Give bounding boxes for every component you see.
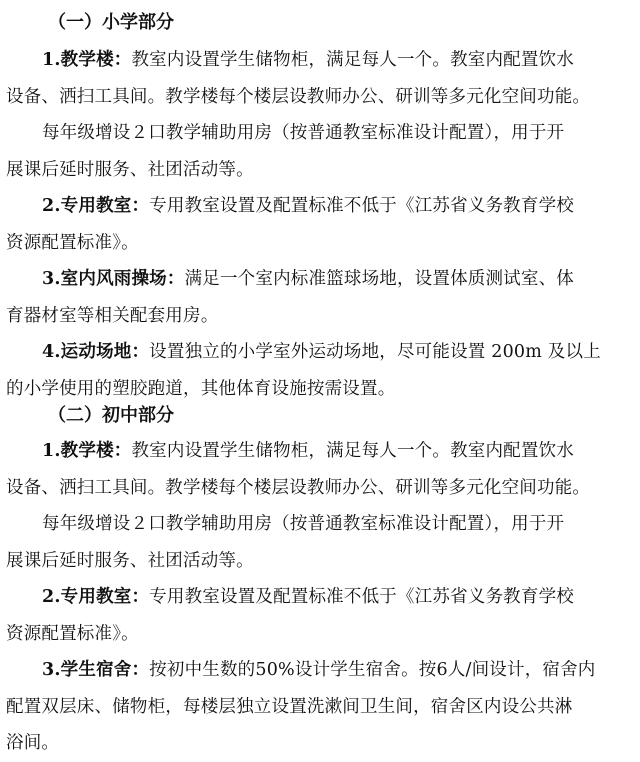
item-text: 设置独立的小学室外运动场地，尽可能设置 200m 及以上 bbox=[149, 342, 601, 362]
item-lead-label: 2.专用教室： bbox=[42, 196, 150, 216]
paragraph-line: 资源配置标准》。 bbox=[6, 623, 139, 644]
paragraph-line bbox=[0, 334, 640, 371]
paragraph-line: 每年级增设２口教学辅助用房（按普通教室标准设计配置），用于开 bbox=[42, 123, 565, 143]
paragraph-line: 设备、洒扫工具间。教学楼每个楼层设教师办公、研训等多元化空间功能。 bbox=[6, 86, 591, 107]
paragraph-line: 设备、洒扫工具间。教学楼每个楼层设教师办公、研训等多元化空间功能。 bbox=[6, 477, 591, 498]
item-lead-label: 4.运动场地： bbox=[42, 342, 150, 362]
paragraph-line: 的小学使用的塑胶跑道，其他体育设施按需设置。 bbox=[6, 378, 396, 399]
paragraph-line: 育器材室等相关配套用房。 bbox=[6, 305, 219, 326]
paragraph-primary-sports-field bbox=[0, 334, 640, 407]
item-lead-label: 2.专用教室： bbox=[42, 587, 150, 607]
item-lead-label: 1.教学楼： bbox=[42, 50, 132, 70]
paragraph-line: 展课后延时服务、社团活动等。 bbox=[6, 550, 254, 571]
item-text: 教室内设置学生储物柜，满足每人一个。教室内配置饮水 bbox=[131, 441, 574, 461]
item-text: 满足一个室内标准篮球场地，设置体质测试室、体 bbox=[184, 269, 574, 289]
paragraph-line bbox=[0, 433, 640, 470]
item-text: 教室内设置学生储物柜，满足每人一个。教室内配置饮水 bbox=[131, 50, 574, 70]
paragraph-line: 浴间。 bbox=[6, 733, 60, 753]
paragraph-line: 展课后延时服务、社团活动等。 bbox=[6, 159, 254, 180]
paragraph-line bbox=[0, 42, 640, 79]
paragraph-line: 每年级增设２口教学辅助用房（按普通教室标准设计配置），用于开 bbox=[42, 514, 565, 534]
paragraph-line bbox=[0, 188, 640, 225]
paragraph-junior-special-classrooms bbox=[0, 579, 640, 652]
item-lead-label: 3.室内风雨操场： bbox=[42, 269, 185, 289]
paragraph-line: 资源配置标准》。 bbox=[6, 232, 139, 253]
paragraph-line bbox=[0, 579, 640, 616]
paragraph-primary-special-classrooms bbox=[0, 188, 640, 261]
paragraph-primary-teaching-building bbox=[0, 42, 640, 115]
section-heading-junior: （二）初中部分 bbox=[48, 405, 174, 426]
item-text: 按初中生数的50%设计学生宿舍。按6人/间设计，宿舍内 bbox=[149, 660, 596, 680]
item-lead-label: 3.学生宿舍： bbox=[42, 660, 150, 680]
paragraph-primary-auxiliary-rooms bbox=[0, 115, 640, 188]
paragraph-junior-auxiliary-rooms bbox=[0, 506, 640, 579]
paragraph-line bbox=[0, 652, 640, 689]
item-text: 专用教室设置及配置标准不低于《江苏省义务教育学校 bbox=[149, 587, 574, 607]
item-lead-label: 1.教学楼： bbox=[42, 441, 132, 461]
paragraph-line: 配置双层床、储物柜，每楼层独立设置洗漱间卫生间，宿舍区内设公共淋 bbox=[6, 696, 573, 717]
paragraph-junior-dormitory bbox=[0, 652, 640, 762]
paragraph-junior-teaching-building bbox=[0, 433, 640, 506]
paragraph-line bbox=[0, 261, 640, 298]
paragraph-primary-indoor-gym bbox=[0, 261, 640, 334]
item-text: 专用教室设置及配置标准不低于《江苏省义务教育学校 bbox=[149, 196, 574, 216]
section-heading-primary: （一）小学部分 bbox=[48, 12, 174, 33]
